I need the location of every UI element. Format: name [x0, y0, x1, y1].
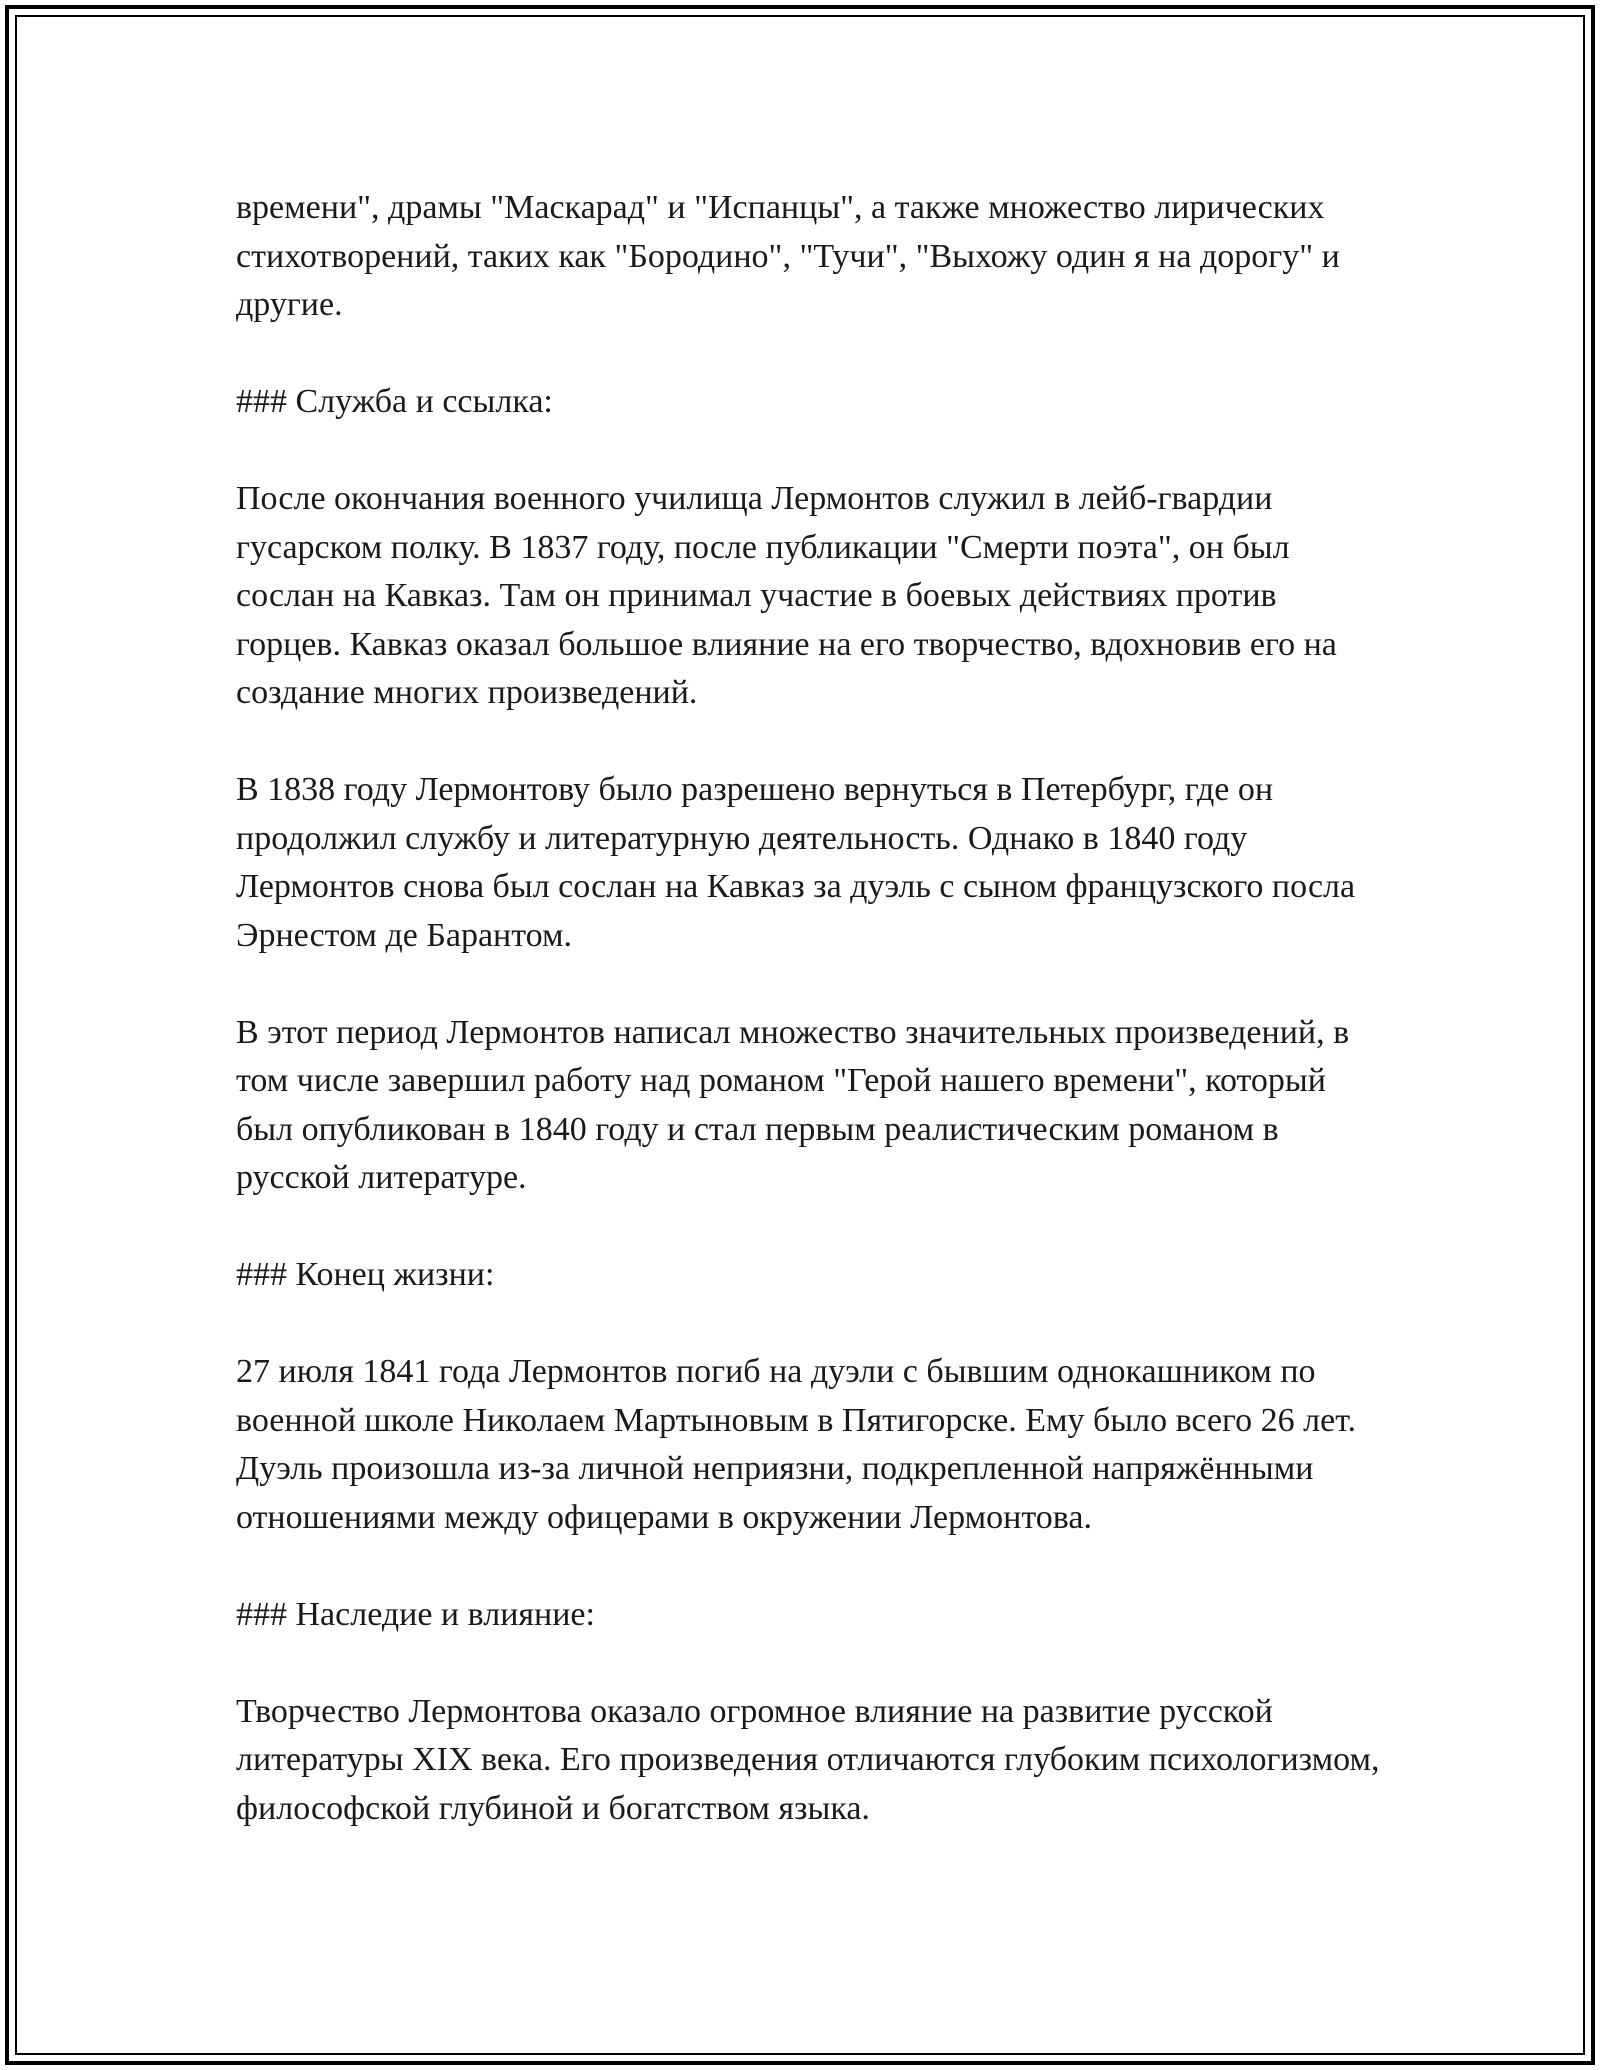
paragraph-death: 27 июля 1841 года Лермонтов погиб на дуэли с бывшим однокашником по военной школе Николаем Мартыновым в Пятигорске. Ему было всего 26 лет. Дуэль произошла из-за личной неприязни, подкрепленной напряжёнными отношениями между офицерами в окружении Лермонтова. [236, 1353, 1356, 1536]
paragraph-works-continued: времени", драмы "Маскарад" и "Испанцы", а также множество лирических стихотворений, таких как "Бородино", "Тучи", "Выхожу один я на дорогу" и другие. [236, 189, 1340, 323]
paragraph-return-and-second-exile: В 1838 году Лермонтову было разрешено вернуться в Петербург, где он продолжил службу и литературную деятельность. Однако в 1840 году Лермонтов снова был сослан на Кавказ за дуэль с сыном французского посла Эрнестом де Барантом. [236, 771, 1356, 954]
document-body [236, 184, 1386, 1882]
paragraph-hero-of-our-time: В этот период Лермонтов написал множество значительных произведений, в том числе завершил работу над романом "Герой нашего времени", который был опубликован в 1840 году и стал первым реалистическим романом в русской литературе. [236, 1013, 1350, 1196]
section-heading-end-of-life: ### Конец жизни: [236, 1256, 495, 1293]
section-heading-service-and-exile: ### Служба и ссылка: [236, 383, 553, 420]
paragraph-legacy: Творчество Лермонтова оказало огромное влияние на развитие русской литературы XIX века. Его произведения отличаются глубоким психологизмом, философской глубиной и богатством языка. [236, 1692, 1380, 1827]
section-heading-legacy: ### Наследие и влияние: [236, 1595, 595, 1633]
paragraph-service: После окончания военного училища Лермонтов служил в лейб-гвардии гусарском полку. В 1837 году, после публикации "Смерти поэта", он был сослан на Кавказ. Там он принимал участие в боевых действиях против горцев. Кавказ оказал большое влияние на его творчество, вдохновив его на создание многих произведений. [236, 480, 1337, 711]
